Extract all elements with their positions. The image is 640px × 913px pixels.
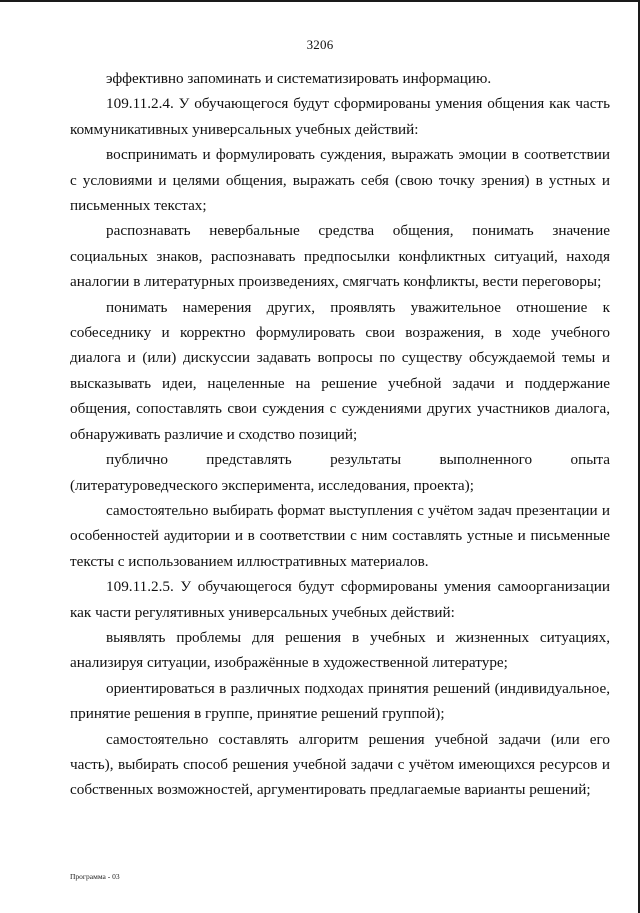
paragraph: эффективно запоминать и систематизировать информацию. <box>106 70 492 87</box>
paragraph: распознавать невербальные средства общения, понимать значение социальных знаков, распознавать предпосылки конфликтных ситуаций, находя аналогии в литературных произведениях, смягчать конфликты, вести переговоры; <box>70 222 610 291</box>
paragraph: понимать намерения других, проявлять уважительное отношение к собеседнику и корректно формулировать свои возражения, в ходе учебного диалога и (или) дискуссии задавать вопросы по существу обсуждаемой темы и высказывать идеи, нацеленные на решение учебной задачи и поддержание общения, сопоставлять свои суждения с суждениями других участников диалога, обнаруживать различие и сходство позиций; <box>70 298 610 443</box>
page-number: 3206 <box>306 37 334 52</box>
footer-label: Программа - 03 <box>70 872 120 881</box>
scan-edge-top <box>0 0 640 2</box>
paragraph: публично представлять результаты выполненного опыта (литературоведческого эксперимента, исследования, проекта); <box>70 451 610 494</box>
paragraph: 109.11.2.5. У обучающегося будут сформированы умения самоорганизации как части регулятивных универсальных учебных действий: <box>70 578 610 621</box>
paragraph: 109.11.2.4. У обучающегося будут сформированы умения общения как часть коммуникативных универсальных учебных действий: <box>70 95 610 138</box>
body-text <box>70 66 610 803</box>
paragraph: ориентироваться в различных подходах принятия решений (индивидуальное, принятие решения в группе, принятие решений группой); <box>70 679 610 723</box>
paragraph: самостоятельно составлять алгоритм решения учебной задачи (или его часть), выбирать способ решения учебной задачи с учётом имеющихся ресурсов и собственных возможностей, аргументировать предлагаемые варианты решений; <box>70 730 610 799</box>
paragraph: самостоятельно выбирать формат выступления с учётом задач презентации и особенностей аудитории и в соответствии с ним составлять устные и письменные тексты с использованием иллюстративных материалов. <box>70 501 610 570</box>
paragraph: выявлять проблемы для решения в учебных и жизненных ситуациях, анализируя ситуации, изображённые в художественной литературе; <box>70 628 610 672</box>
paragraph: воспринимать и формулировать суждения, выражать эмоции в соответствии с условиями и целями общения, выражать себя (свою точку зрения) в устных и письменных текстах; <box>70 146 610 215</box>
